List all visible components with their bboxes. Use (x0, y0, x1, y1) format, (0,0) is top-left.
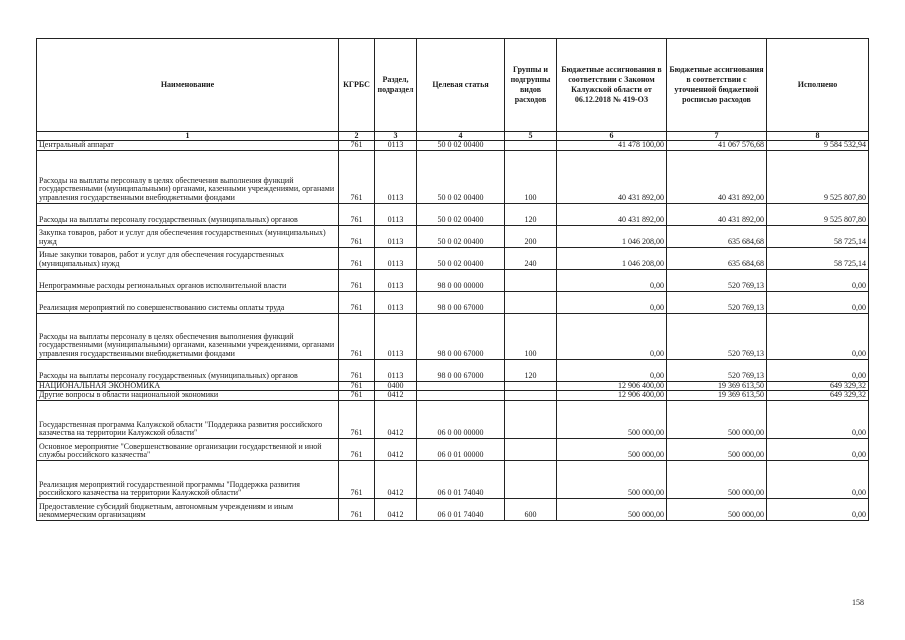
header-budget-law: Бюджетные ассигнования в соответствии с Законом Калужской области от 06.12.2018 № 419-ОЗ (557, 39, 667, 132)
row-kgrbs: 761 (339, 150, 375, 203)
row-budget-refined: 635 684,68 (667, 225, 767, 247)
table-row (37, 203, 869, 225)
row-budget-law: 1 046 208,00 (557, 225, 667, 247)
row-executed: 0,00 (767, 498, 869, 520)
row-executed: 9 525 807,80 (767, 150, 869, 203)
column-number: 2 (339, 132, 375, 141)
row-name: НАЦИОНАЛЬНАЯ ЭКОНОМИКА (37, 381, 339, 391)
row-target-article: 50 0 02 00400 (417, 247, 505, 269)
row-expense-group (505, 381, 557, 391)
row-name: Непрограммные расходы региональных органов исполнительной власти (37, 269, 339, 291)
header-budget-refined: Бюджетные ассигнования в соответствии с уточненной бюджетной росписью расходов (667, 39, 767, 132)
row-budget-law: 40 431 892,00 (557, 203, 667, 225)
row-target-article: 50 0 02 00400 (417, 203, 505, 225)
row-executed: 0,00 (767, 359, 869, 381)
row-kgrbs: 761 (339, 313, 375, 359)
row-name: Расходы на выплаты персоналу государственных (муниципальных) органов (37, 203, 339, 225)
table-row (37, 247, 869, 269)
row-target-article (417, 391, 505, 401)
row-budget-law: 12 906 400,00 (557, 381, 667, 391)
row-executed: 58 725,14 (767, 225, 869, 247)
row-section: 0412 (375, 460, 417, 498)
row-kgrbs: 761 (339, 141, 375, 151)
row-section: 0113 (375, 203, 417, 225)
row-executed: 0,00 (767, 400, 869, 438)
table-row (37, 391, 869, 401)
row-budget-refined: 520 769,13 (667, 269, 767, 291)
header-name: Наименование (37, 39, 339, 132)
row-budget-refined: 40 431 892,00 (667, 150, 767, 203)
row-name: Реализация мероприятий государственной программы "Поддержка развития российского казачества на территории Калужской области" (37, 460, 339, 498)
column-number: 4 (417, 132, 505, 141)
row-target-article: 98 0 00 00000 (417, 269, 505, 291)
column-number: 3 (375, 132, 417, 141)
row-kgrbs: 761 (339, 391, 375, 401)
row-target-article: 06 0 01 00000 (417, 438, 505, 460)
row-section: 0400 (375, 381, 417, 391)
row-budget-law: 12 906 400,00 (557, 391, 667, 401)
row-expense-group: 240 (505, 247, 557, 269)
row-budget-law: 0,00 (557, 291, 667, 313)
table-row (37, 225, 869, 247)
row-target-article: 50 0 02 00400 (417, 225, 505, 247)
row-executed: 0,00 (767, 269, 869, 291)
budget-execution-table (36, 38, 869, 521)
row-expense-group: 100 (505, 150, 557, 203)
row-budget-law: 0,00 (557, 359, 667, 381)
row-name: Закупка товаров, работ и услуг для обеспечения государственных (муниципальных) нужд (37, 225, 339, 247)
row-budget-law: 500 000,00 (557, 498, 667, 520)
page-number: 158 (852, 598, 864, 607)
row-budget-refined: 635 684,68 (667, 247, 767, 269)
table-row (37, 291, 869, 313)
table-row (37, 313, 869, 359)
row-budget-law: 500 000,00 (557, 460, 667, 498)
row-section: 0113 (375, 291, 417, 313)
header-expense-groups: Группы и подгруппы видов расходов (505, 39, 557, 132)
row-section: 0113 (375, 359, 417, 381)
row-budget-refined: 19 369 613,50 (667, 381, 767, 391)
row-section: 0412 (375, 438, 417, 460)
row-budget-refined: 500 000,00 (667, 438, 767, 460)
row-kgrbs: 761 (339, 359, 375, 381)
row-kgrbs: 761 (339, 247, 375, 269)
row-section: 0412 (375, 498, 417, 520)
table-row (37, 498, 869, 520)
row-expense-group: 200 (505, 225, 557, 247)
row-budget-law: 500 000,00 (557, 438, 667, 460)
row-name: Расходы на выплаты персоналу государственных (муниципальных) органов (37, 359, 339, 381)
row-kgrbs: 761 (339, 400, 375, 438)
row-executed: 649 329,32 (767, 381, 869, 391)
row-budget-refined: 41 067 576,68 (667, 141, 767, 151)
row-section: 0113 (375, 313, 417, 359)
row-kgrbs: 761 (339, 203, 375, 225)
table-row (37, 269, 869, 291)
row-name: Реализация мероприятий по совершенствованию системы оплаты труда (37, 291, 339, 313)
row-budget-law: 41 478 100,00 (557, 141, 667, 151)
row-name: Другие вопросы в области национальной экономики (37, 391, 339, 401)
row-kgrbs: 761 (339, 460, 375, 498)
row-executed: 0,00 (767, 460, 869, 498)
table-row (37, 359, 869, 381)
table-row (37, 150, 869, 203)
row-kgrbs: 761 (339, 291, 375, 313)
column-number: 5 (505, 132, 557, 141)
row-expense-group (505, 269, 557, 291)
column-number-row (37, 132, 869, 141)
row-expense-group (505, 291, 557, 313)
row-executed: 0,00 (767, 291, 869, 313)
row-expense-group: 120 (505, 203, 557, 225)
row-section: 0412 (375, 391, 417, 401)
row-section: 0113 (375, 269, 417, 291)
row-budget-law: 0,00 (557, 313, 667, 359)
row-name: Расходы на выплаты персоналу в целях обеспечения выполнения функций государственными (муниципальными) органами, казенными учреждениями, органами управления государственными внебюджетными фондами (37, 313, 339, 359)
row-budget-law: 0,00 (557, 269, 667, 291)
row-name: Центральный аппарат (37, 141, 339, 151)
row-budget-refined: 520 769,13 (667, 359, 767, 381)
row-executed: 0,00 (767, 313, 869, 359)
row-expense-group (505, 400, 557, 438)
row-expense-group: 120 (505, 359, 557, 381)
header-executed: Исполнено (767, 39, 869, 132)
row-budget-law: 500 000,00 (557, 400, 667, 438)
table-row (37, 381, 869, 391)
row-budget-refined: 40 431 892,00 (667, 203, 767, 225)
row-budget-refined: 19 369 613,50 (667, 391, 767, 401)
row-target-article: 06 0 01 74040 (417, 460, 505, 498)
column-number: 6 (557, 132, 667, 141)
row-name: Расходы на выплаты персоналу в целях обеспечения выполнения функций государственными (муниципальными) органами, казенными учреждениями, органами управления государственными внебюджетными фондами (37, 150, 339, 203)
row-name: Иные закупки товаров, работ и услуг для обеспечения государственных (муниципальных) нужд (37, 247, 339, 269)
row-section: 0113 (375, 150, 417, 203)
row-executed: 58 725,14 (767, 247, 869, 269)
table-row (37, 141, 869, 151)
row-budget-refined: 500 000,00 (667, 460, 767, 498)
row-section: 0113 (375, 247, 417, 269)
row-section: 0113 (375, 225, 417, 247)
row-kgrbs: 761 (339, 438, 375, 460)
row-executed: 9 525 807,80 (767, 203, 869, 225)
row-executed: 649 329,32 (767, 391, 869, 401)
row-name: Предоставление субсидий бюджетным, автономным учреждениям и иным некоммерческим организациям (37, 498, 339, 520)
table-row (37, 438, 869, 460)
row-expense-group (505, 141, 557, 151)
row-target-article: 06 0 01 74040 (417, 498, 505, 520)
row-section: 0412 (375, 400, 417, 438)
header-row (37, 39, 869, 132)
table-row (37, 400, 869, 438)
row-budget-refined: 500 000,00 (667, 498, 767, 520)
header-target-article: Целевая статья (417, 39, 505, 132)
row-target-article (417, 381, 505, 391)
header-kgrbs: КГРБС (339, 39, 375, 132)
row-expense-group: 100 (505, 313, 557, 359)
row-target-article: 06 0 00 00000 (417, 400, 505, 438)
row-budget-refined: 520 769,13 (667, 313, 767, 359)
table-row (37, 460, 869, 498)
row-name: Основное мероприятие "Совершенствование организации государственной и иной службы российского казачества" (37, 438, 339, 460)
row-budget-refined: 520 769,13 (667, 291, 767, 313)
row-executed: 0,00 (767, 438, 869, 460)
row-section: 0113 (375, 141, 417, 151)
row-kgrbs: 761 (339, 498, 375, 520)
column-number: 7 (667, 132, 767, 141)
table-body (37, 141, 869, 521)
row-expense-group (505, 438, 557, 460)
row-target-article: 98 0 00 67000 (417, 313, 505, 359)
row-target-article: 98 0 00 67000 (417, 359, 505, 381)
row-budget-law: 40 431 892,00 (557, 150, 667, 203)
column-number: 8 (767, 132, 869, 141)
column-number: 1 (37, 132, 339, 141)
row-expense-group (505, 460, 557, 498)
row-expense-group (505, 391, 557, 401)
budget-table-sheet (36, 38, 868, 521)
row-kgrbs: 761 (339, 269, 375, 291)
row-target-article: 50 0 02 00400 (417, 150, 505, 203)
header-section: Раздел, подраздел (375, 39, 417, 132)
row-target-article: 50 0 02 00400 (417, 141, 505, 151)
row-budget-refined: 500 000,00 (667, 400, 767, 438)
row-kgrbs: 761 (339, 225, 375, 247)
row-kgrbs: 761 (339, 381, 375, 391)
row-executed: 9 584 532,94 (767, 141, 869, 151)
row-name: Государственная программа Калужской области "Поддержка развития российского казачества на территории Калужской области" (37, 400, 339, 438)
row-budget-law: 1 046 208,00 (557, 247, 667, 269)
row-expense-group: 600 (505, 498, 557, 520)
row-target-article: 98 0 00 67000 (417, 291, 505, 313)
